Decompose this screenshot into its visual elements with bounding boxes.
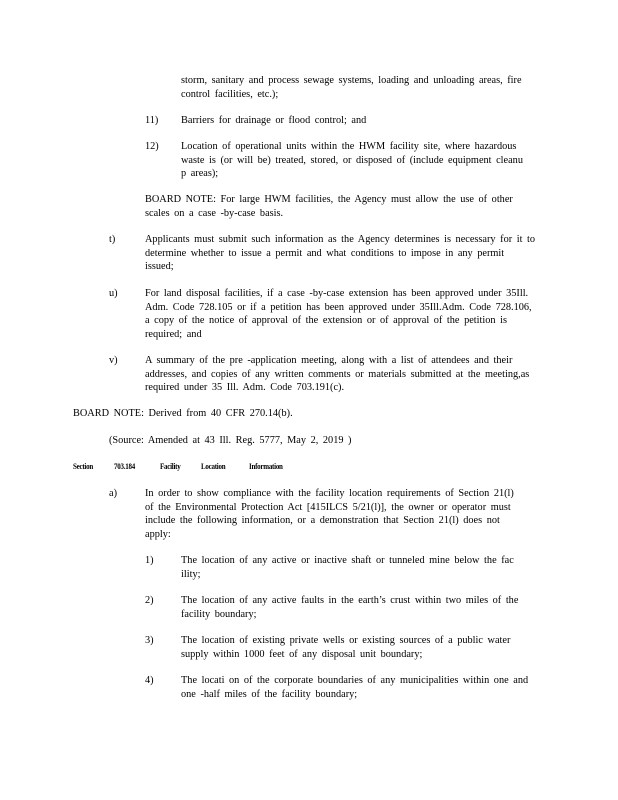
source-note: (Source: Amended at 43 Ill. Reg. 5777, May 2, 2019 )	[109, 435, 352, 446]
item-u-text: For land disposal facilities, if a case -by-case extension has been approved under 35Ill. Adm. Code 728.105 or if a petition has been approved under 35Ill.Adm. Code 728.106, a copy of the notice of approval of the extension or of approval of the petition is required; and	[145, 288, 532, 340]
item-a-text: In order to show compliance with the facility location requirements of Section 21(l) of the Environmental Protection Act [415ILCS 5/21(l)], the owner or operator must include the following information, or a demonstration that Section 21(l) does not apply:	[145, 488, 514, 540]
item-a3-text: The location of existing private wells or existing sources of a public water supply within 1000 feet of any disposal unit boundary;	[181, 635, 511, 660]
item-a2-text: The location of any active faults in the earth’s crust within two miles of the facility boundary;	[181, 595, 519, 620]
item-v-text: A summary of the pre -application meeting, along with a list of attendees and their addresses, and copies of any written comments or materials submitted at the meeting,as required under 35 Ill. Adm. Code 703.191(c).	[145, 355, 530, 393]
item-a-label: a)	[109, 488, 117, 499]
item-a2-label: 2)	[145, 595, 154, 606]
item-a4-text: The locati on of the corporate boundaries of any municipalities within one and one -half miles of the facility boundary;	[181, 675, 529, 700]
section-title-word-1: Facility	[160, 461, 181, 471]
item-a3-label: 3)	[145, 635, 154, 646]
item-v-label: v)	[109, 355, 118, 366]
item-11-label: 11)	[145, 115, 159, 126]
item-a4-label: 4)	[145, 675, 154, 686]
section-word: Section	[73, 461, 93, 471]
item-12-label: 12)	[145, 141, 159, 152]
section-number: 703.184	[114, 461, 135, 471]
item-11-text: Barriers for drainage or flood control; and	[181, 115, 367, 126]
item-a1-label: 1)	[145, 555, 154, 566]
item-t-text: Applicants must submit such information as the Agency determines is necessary for it to determine whether to issue a permit and what conditions to impose in any permit issued;	[145, 234, 536, 272]
section-title-word-3: Information	[249, 461, 283, 471]
board-note-derived: BOARD NOTE: Derived from 40 CFR 270.14(b).	[73, 408, 293, 419]
board-note-large-hwm: BOARD NOTE: For large HWM facilities, the Agency must allow the use of other scales on a case -by-case basis.	[145, 194, 513, 219]
item-a1-text: The location of any active or inactive shaft or tunneled mine below the fac ility;	[181, 555, 514, 580]
item-12-text: Location of operational units within the HWM facility site, where hazardous waste is (or will be) treated, stored, or disposed of (include equipment cleanu p areas);	[181, 141, 523, 179]
continuation-paragraph: storm, sanitary and process sewage systems, loading and unloading areas, fire control facilities, etc.);	[181, 75, 522, 100]
item-u-label: u)	[109, 288, 118, 299]
section-title-word-2: Location	[201, 461, 226, 471]
item-t-label: t)	[109, 234, 116, 245]
